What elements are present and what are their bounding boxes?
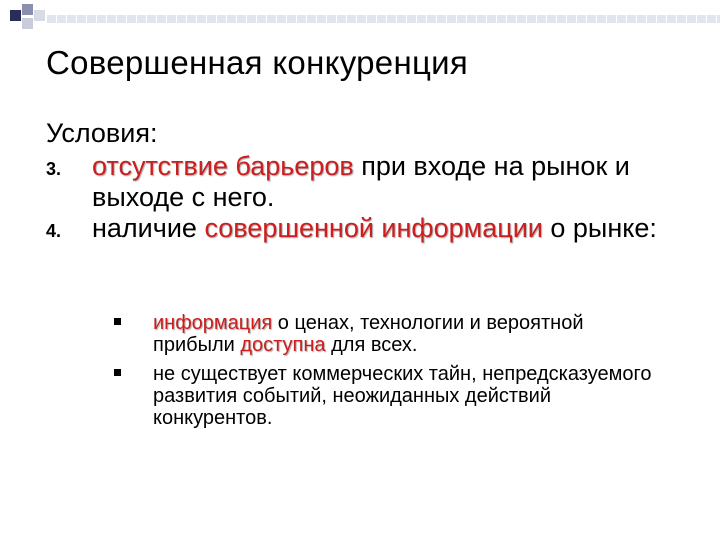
condition-item-3 [46, 151, 686, 213]
condition-item-4 [46, 213, 686, 244]
information-sublist [110, 312, 670, 436]
highlight-text: информация [153, 312, 273, 334]
deco-square-mid [22, 4, 33, 15]
item-number: 3. [46, 159, 62, 179]
deco-square-dark [10, 10, 21, 21]
item-text: о ценах, технологии и вероятной прибыли [153, 312, 584, 356]
item-text: о рынке: [542, 213, 657, 243]
deco-square-light [34, 10, 45, 21]
item-text: при входе на рынок и выходе с него. [92, 151, 630, 212]
slide-title: Совершенная конкуренция [46, 44, 469, 81]
highlight-text: доступна [240, 334, 326, 356]
item-text: наличие [92, 213, 205, 243]
item-text: не существует коммерческих тайн, непредсказуемого развития событий, неожиданных действий конкурентов. [153, 363, 652, 429]
highlight-text: отсутствие барьеров [92, 151, 354, 181]
deco-square-light [22, 18, 33, 29]
square-bullet-icon [114, 318, 121, 325]
conditions-intro: Условия: [46, 118, 158, 148]
header-decoration [0, 0, 720, 40]
item-number: 4. [46, 221, 62, 241]
item-text: для всех. [325, 334, 418, 356]
sub-item-information [110, 312, 670, 356]
conditions-block [46, 118, 686, 244]
square-bullet-icon [114, 369, 121, 376]
highlight-text: совершенной информации [204, 213, 543, 243]
sub-item-no-secrets [110, 363, 670, 429]
deco-grid-strip [46, 14, 720, 23]
